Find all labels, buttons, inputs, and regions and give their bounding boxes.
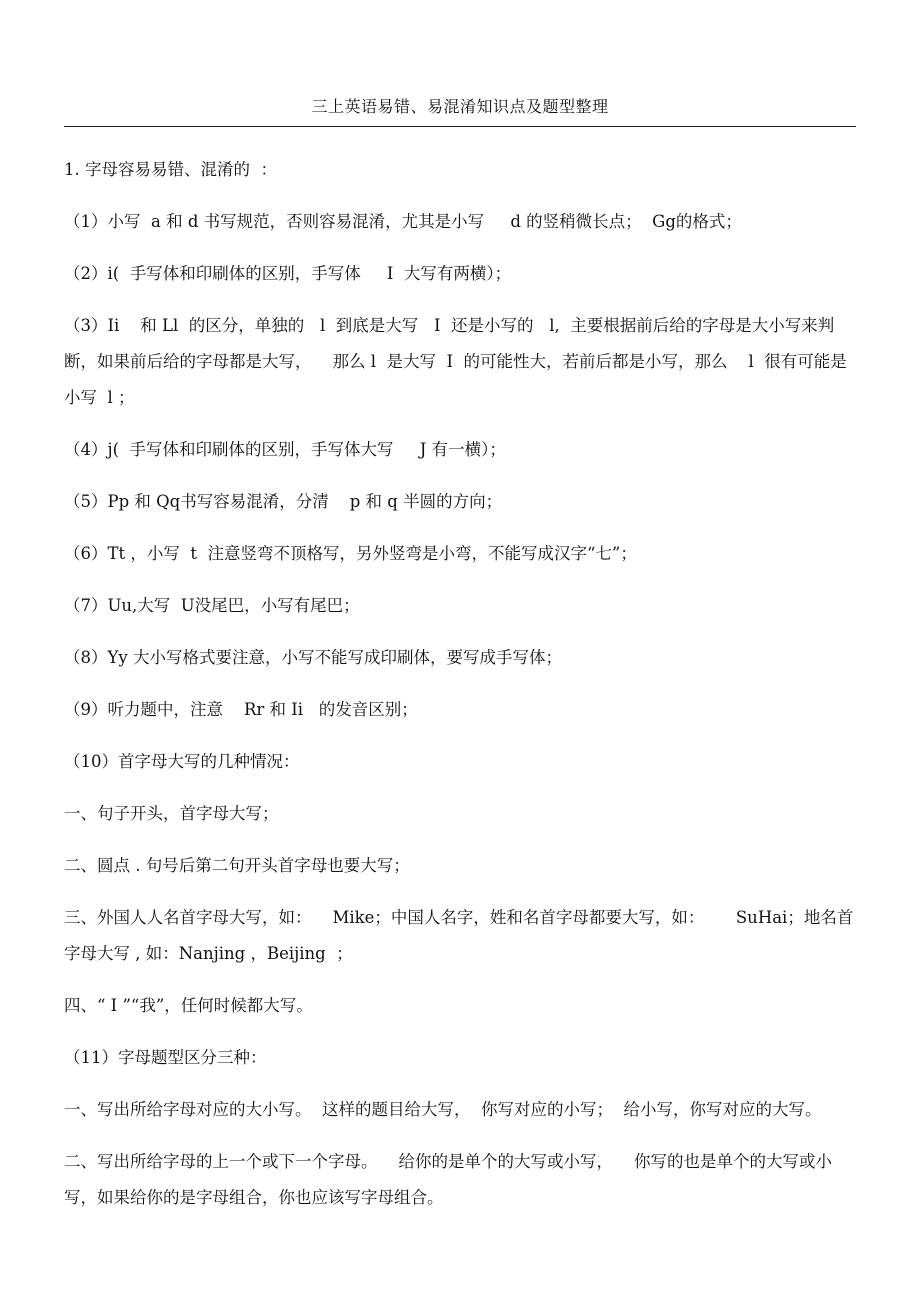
paragraph-item-2: （2）i( 手写体和印刷体的区别，手写体 I 大写有两横）； xyxy=(64,264,512,283)
paragraph-item-8: （8）Yy 大小写格式要注意，小写不能写成印刷体，要写成手写体； xyxy=(64,648,562,667)
paragraph-capital-rule-3: 三、外国人人名首字母大写，如： Mike；中国人名字，姓和名首字母都要大写，如： SuHai；地名首字母大写 , 如：Nanjing ，Beijing ； xyxy=(64,908,854,963)
title-divider xyxy=(64,126,856,127)
paragraph-item-7: （7）Uu,大写 U没尾巴，小写有尾巴； xyxy=(64,596,360,615)
paragraph-question-type-1: 一、写出所给字母对应的大小写。 这样的题目给大写， 你写对应的小写； 给小写，你写对应的大写。 xyxy=(64,1100,822,1119)
document-title: 三上英语易错、易混淆知识点及题型整理 xyxy=(311,97,609,116)
paragraph-capital-rule-2: 二、圆点 . 句号后第二句开头首字母也要大写； xyxy=(64,856,410,875)
paragraph-letters-intro: 1. 字母容易易错、混淆的 ： xyxy=(64,160,277,179)
paragraph-item-11: （11）字母题型区分三种： xyxy=(64,1048,267,1067)
paragraph-item-4: （4）j( 手写体和印刷体的区别，手写体大写 J 有一横）； xyxy=(64,440,506,459)
paragraph-item-9: （9）听力题中，注意 Rr 和 Ii 的发音区别； xyxy=(64,700,418,719)
paragraph-capital-rule-4: 四、“ I ”“我”，任何时候都大写。 xyxy=(64,996,313,1015)
paragraph-question-type-2: 二、写出所给字母的上一个或下一个字母。 给你的是单个的大写或小写， 你写的也是单个的大写或小写，如果给你的是字母组合，你也应该写字母组合。 xyxy=(64,1152,832,1207)
paragraph-item-6: （6）Tt ，小写 t 注意竖弯不顶格写，另外竖弯是小弯，不能写成汉字“七”； xyxy=(64,544,637,563)
document-body xyxy=(64,152,856,1232)
paragraph-item-1: （1）小写 a 和 d 书写规范，否则容易混淆，尤其是小写 d 的竖稍微长点； Gg的格式； xyxy=(64,212,742,231)
paragraph-item-10: （10）首字母大写的几种情况： xyxy=(64,752,300,771)
paragraph-item-3: （3）Ii 和 Ll 的区分，单独的 l 到底是大写 I 还是小写的 l, 主要根据前后给的字母是大小写来判断，如果前后给的字母都是大写， 那么 l 是大写 I 的可能性大，若前后都是小写，那么 l 很有可能是小写 l ； xyxy=(64,316,847,407)
paragraph-item-5: （5）Pp 和 Qq书写容易混淆，分清 p 和 q 半圆的方向； xyxy=(64,492,503,511)
paragraph-capital-rule-1: 一、句子开头，首字母大写； xyxy=(64,804,279,823)
